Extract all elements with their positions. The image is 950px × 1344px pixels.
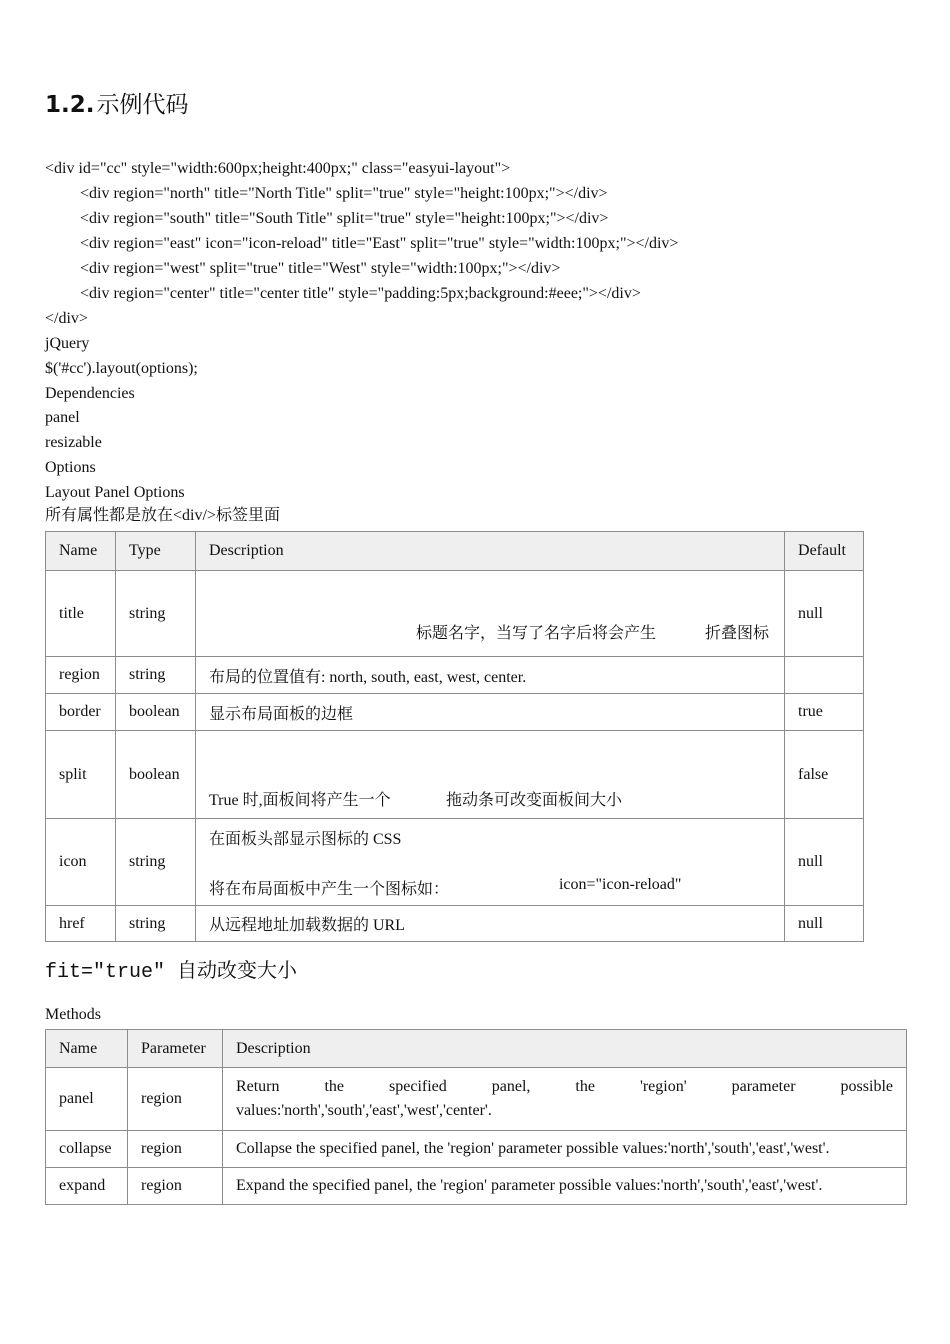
desc-part: icon="icon-reload": [558, 876, 682, 893]
header-default: Default: [785, 532, 864, 571]
cell-default: null: [785, 906, 864, 942]
section-heading: [45, 86, 188, 119]
code-line: <div region="center" title="center title" style="padding:5px;background:#eee;"></div>: [80, 285, 641, 302]
table-row: [46, 1168, 907, 1205]
cell-name: title: [46, 571, 116, 657]
cell-type: boolean: [115, 694, 195, 731]
code-line: resizable: [45, 434, 102, 451]
table-header-row: [46, 532, 864, 571]
code-line: panel: [45, 409, 80, 426]
cell-description: 从远程地址加载数据的 URL: [195, 906, 784, 942]
methods-label: Methods: [45, 1006, 101, 1023]
desc-line: values:'north','south','east','west','center'.: [235, 1102, 492, 1119]
table-row: [46, 571, 864, 657]
cell-description: [195, 571, 784, 657]
cell-description: 布局的位置值有: north, south, east, west, center.: [195, 657, 784, 694]
table-row: [46, 1131, 907, 1168]
table-row: [46, 819, 864, 906]
cell-default: true: [785, 694, 864, 731]
cell-default: null: [785, 819, 864, 906]
cell-name: split: [46, 731, 116, 819]
cell-name: icon: [46, 819, 116, 906]
header-parameter: Parameter: [127, 1030, 222, 1068]
section-title: 示例代码: [96, 92, 189, 118]
cell-description: 显示布局面板的边框: [195, 694, 784, 731]
header-description: Description: [222, 1030, 906, 1068]
desc-line: Return the specified panel, the 'region' parameter possible: [235, 1078, 893, 1095]
code-line: Options: [45, 459, 96, 476]
desc-part: 标题名字，当写了名字后将会产生: [415, 625, 656, 642]
cell-name: border: [46, 694, 116, 731]
code-line: <div region="west" split="true" title="West" style="width:100px;"></div>: [80, 260, 561, 277]
cell-name: region: [46, 657, 116, 694]
header-type: Type: [115, 532, 195, 571]
options-table: [45, 531, 864, 942]
cell-parameter: region: [127, 1168, 222, 1205]
code-line: <div region="south" title="South Title" split="true" style="height:100px;"></div>: [80, 210, 609, 227]
cell-type: string: [115, 571, 195, 657]
desc-part: 拖动条可改变面板间大小: [445, 792, 622, 809]
code-line: jQuery: [45, 335, 90, 352]
desc-part: True 时,面板间将产生一个: [208, 792, 391, 809]
methods-table: [45, 1029, 907, 1205]
code-line: <div region="east" icon="icon-reload" title="East" split="true" style="width:100px;"></div>: [80, 235, 679, 252]
cell-type: boolean: [115, 731, 195, 819]
cell-description: [195, 731, 784, 819]
fit-note: [45, 954, 297, 984]
table-row: [46, 906, 864, 942]
table-row: [46, 694, 864, 731]
code-line: Layout Panel Options: [45, 484, 185, 501]
desc-part: 将在布局面板中产生一个图标如：: [208, 881, 449, 898]
code-line: <div id="cc" style="width:600px;height:400px;" class="easyui-layout">: [45, 160, 511, 177]
cell-default: null: [785, 571, 864, 657]
fit-code: fit="true": [45, 961, 166, 984]
table-row: [46, 657, 864, 694]
code-line: </div>: [45, 310, 88, 327]
cell-name: expand: [46, 1168, 128, 1205]
cell-description: Collapse the specified panel, the 'region' parameter possible values:'north','south','east','west'.: [222, 1131, 906, 1168]
cell-name: collapse: [46, 1131, 128, 1168]
code-line: <div region="north" title="North Title" split="true" style="height:100px;"></div>: [80, 185, 608, 202]
table-header-row: [46, 1030, 907, 1068]
cell-type: string: [115, 906, 195, 942]
cell-description: [195, 819, 784, 906]
cell-parameter: region: [127, 1131, 222, 1168]
cell-parameter: region: [127, 1068, 222, 1131]
fit-text: 自动改变大小: [177, 958, 298, 982]
code-line: $('#cc').layout(options);: [45, 360, 198, 377]
cell-type: string: [115, 657, 195, 694]
table-row: [46, 731, 864, 819]
cell-description: [222, 1068, 906, 1131]
code-line: Dependencies: [45, 385, 135, 402]
table-row: [46, 1068, 907, 1131]
options-note: 所有属性都是放在<div/>标签里面: [45, 507, 280, 524]
cell-default: false: [785, 731, 864, 819]
header-name: Name: [46, 1030, 128, 1068]
cell-name: panel: [46, 1068, 128, 1131]
desc-part: 在面板头部显示图标的 CSS: [208, 831, 402, 848]
header-description: Description: [195, 532, 784, 571]
header-name: Name: [46, 532, 116, 571]
cell-type: string: [115, 819, 195, 906]
cell-name: href: [46, 906, 116, 942]
desc-part: 折叠图标: [704, 625, 769, 642]
cell-default: [785, 657, 864, 694]
section-number: 1.2.: [45, 92, 95, 118]
cell-description: Expand the specified panel, the 'region' parameter possible values:'north','south','east','west'.: [222, 1168, 906, 1205]
